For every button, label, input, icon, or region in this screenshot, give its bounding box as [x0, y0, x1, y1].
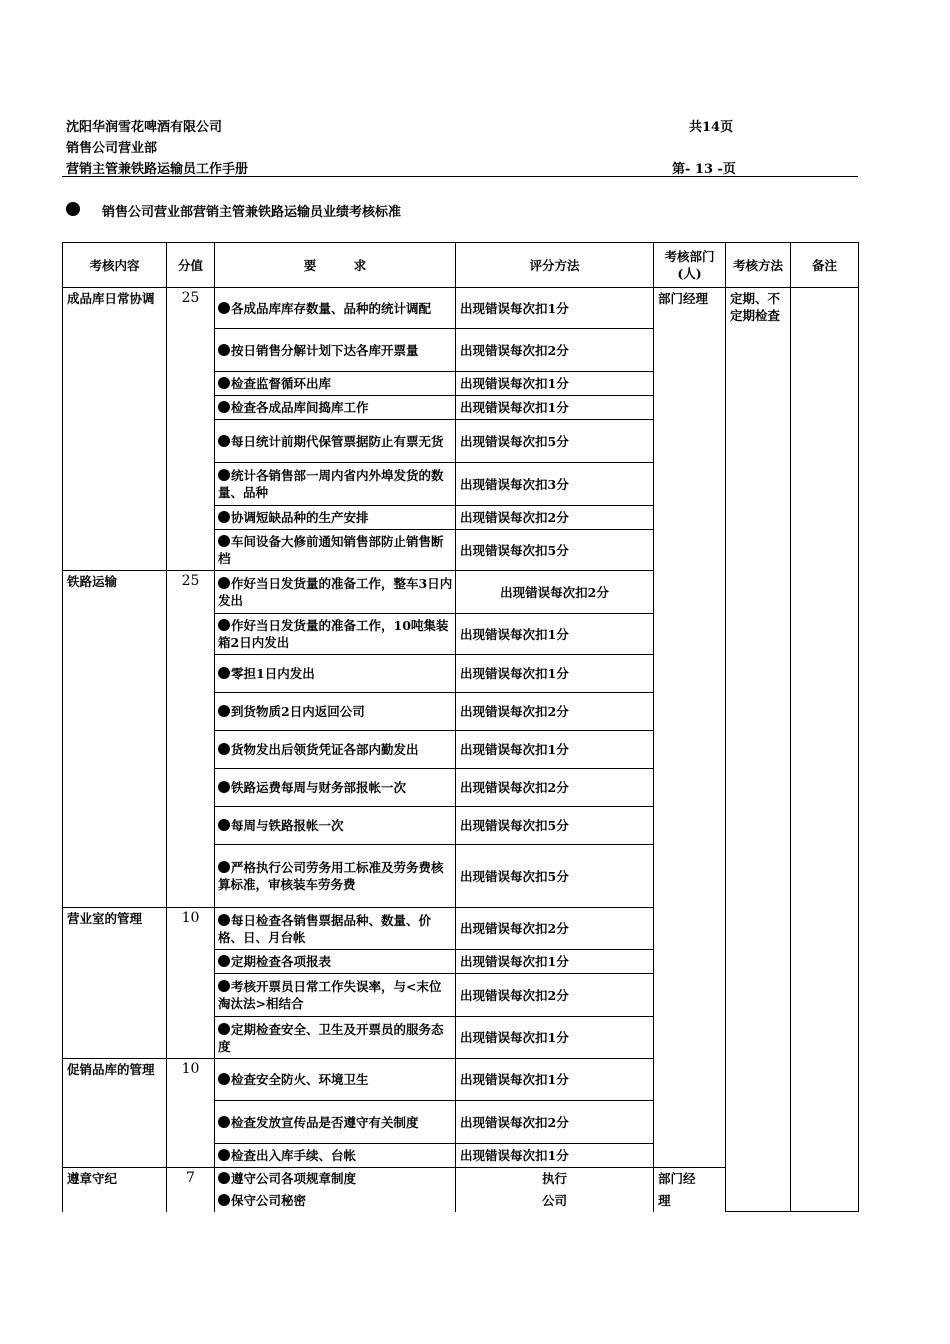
bullet-icon	[218, 1116, 230, 1128]
method-cell	[456, 1168, 654, 1212]
requirement-cell	[215, 693, 456, 731]
requirement-cell	[215, 655, 456, 693]
method-cell: 出现错误每次扣1分	[456, 1059, 654, 1101]
dept-line: 部门经	[658, 1171, 696, 1186]
assessment-table	[62, 242, 859, 1212]
requirement-text: 检查出入库手续、台帐	[231, 1148, 357, 1163]
requirement-cell	[215, 1059, 456, 1101]
method-cell: 出现错误每次扣1分	[456, 655, 654, 693]
score-cell: 10	[167, 1059, 215, 1168]
requirement-cell	[215, 950, 456, 974]
requirement-text: 检查监督循环出库	[231, 376, 332, 391]
bullet-icon	[218, 1023, 230, 1035]
requirement-cell	[215, 908, 456, 950]
requirement-cell	[215, 1168, 456, 1212]
header-way: 考核方法	[726, 243, 791, 288]
way-cell: 定期、不定期检查	[726, 288, 791, 1212]
bullet-icon	[218, 377, 230, 389]
method-cell: 出现错误每次扣1分	[456, 614, 654, 655]
requirement-line	[218, 1170, 453, 1187]
requirement-cell	[215, 372, 456, 396]
requirement-text: 车间设备大修前通知销售部防止销售断档	[218, 534, 444, 566]
bullet-icon	[218, 401, 230, 413]
requirement-text: 检查发放宣传品是否遵守有关制度	[231, 1114, 419, 1130]
requirement-cell	[215, 845, 456, 908]
bullet-icon	[218, 577, 230, 589]
header-requirement: 要 求	[215, 243, 456, 288]
requirement-text: 检查各成品库间捣库工作	[231, 400, 369, 415]
content-cell: 促销品库的管理	[63, 1059, 167, 1168]
bullet-icon	[218, 781, 230, 793]
method-cell: 出现错误每次扣5分	[456, 530, 654, 571]
method-cell: 出现错误每次扣2分	[456, 506, 654, 530]
bullet-icon	[218, 619, 230, 631]
bullet-icon	[218, 511, 230, 523]
requirement-cell	[215, 769, 456, 807]
requirement-text: 统计各销售部一周内省内外埠发货的数量、品种	[218, 468, 444, 500]
company-name: 沈阳华润雪花啤酒有限公司	[66, 120, 223, 135]
requirement-cell	[215, 329, 456, 372]
requirement-text: 保守公司秘密	[231, 1193, 307, 1209]
method-cell: 出现错误每次扣1分	[456, 731, 654, 769]
method-cell: 出现错误每次扣1分	[456, 1144, 654, 1168]
requirement-text: 铁路运费每周与财务部报帐一次	[231, 780, 407, 795]
bullet-icon	[66, 202, 80, 216]
bullet-icon	[218, 344, 230, 356]
requirement-text: 每日统计前期代保管票据防止有票无货	[231, 433, 444, 449]
requirement-text: 货物发出后领货凭证各部内勤发出	[231, 742, 419, 757]
bullet-icon	[218, 861, 230, 873]
department-name: 销售公司营业部	[66, 141, 158, 156]
manual-title: 营销主管兼铁路运输员工作手册	[66, 162, 249, 177]
method-cell: 出现错误每次扣5分	[456, 845, 654, 908]
requirement-cell	[215, 571, 456, 614]
requirement-cell	[215, 614, 456, 655]
method-cell: 出现错误每次扣1分	[456, 288, 654, 329]
requirement-text: 严格执行公司劳务用工标准及劳务费核算标准，审核装车劳务费	[218, 860, 444, 892]
bullet-icon	[218, 1073, 230, 1085]
bullet-icon	[218, 743, 230, 755]
requirement-cell	[215, 420, 456, 463]
bullet-icon	[218, 469, 230, 481]
method-cell: 出现错误每次扣1分	[456, 372, 654, 396]
dept-cell: 部门经理	[654, 288, 726, 1168]
table-header-row	[63, 243, 859, 288]
requirement-cell	[215, 731, 456, 769]
content-cell: 成品库日常协调	[63, 288, 167, 571]
requirement-text: 遵守公司各项规章制度	[231, 1171, 357, 1187]
header-content: 考核内容	[63, 243, 167, 288]
bullet-icon	[218, 705, 230, 717]
requirement-cell	[215, 396, 456, 420]
content-cell: 营业室的管理	[63, 908, 167, 1059]
method-line: 执行	[541, 1171, 567, 1187]
content-cell: 铁路运输	[63, 571, 167, 908]
bullet-icon	[218, 980, 230, 992]
page-number: 第- 13 -页	[672, 162, 736, 177]
method-cell: 出现错误每次扣2分	[456, 1101, 654, 1144]
bullet-icon	[218, 1194, 230, 1206]
method-cell: 出现错误每次扣2分	[456, 908, 654, 950]
bullet-icon	[218, 667, 230, 679]
bullet-icon	[218, 535, 230, 547]
requirement-text: 作好当日发货量的准备工作，10吨集装箱2日内发出	[218, 618, 449, 650]
bullet-icon	[218, 435, 230, 447]
requirement-line	[218, 1192, 453, 1209]
requirement-cell	[215, 1101, 456, 1144]
content-cell: 遵章守纪	[63, 1168, 167, 1212]
bullet-icon	[218, 819, 230, 831]
bullet-icon	[218, 955, 230, 967]
score-cell: 7	[167, 1168, 215, 1212]
requirement-cell	[215, 1017, 456, 1059]
requirement-text: 定期检查安全、卫生及开票员的服务态度	[218, 1021, 444, 1054]
method-cell: 出现错误每次扣3分	[456, 463, 654, 506]
requirement-text: 考核开票员日常工作失误率，与<末位淘汰法>相结合	[218, 979, 442, 1011]
bullet-icon	[218, 302, 230, 314]
requirement-text: 每周与铁路报帐一次	[231, 818, 344, 833]
method-cell: 出现错误每次扣2分	[456, 329, 654, 372]
score-cell: 25	[167, 288, 215, 571]
requirement-text: 各成品库库存数量、品种的统计调配	[231, 300, 432, 316]
requirement-text: 零担1日内发出	[231, 666, 315, 681]
method-cell: 出现错误每次扣2分	[456, 571, 654, 614]
requirement-text: 检查安全防火、环境卫生	[231, 1072, 369, 1087]
dept-line: 理	[658, 1193, 671, 1208]
requirement-cell	[215, 807, 456, 845]
requirement-cell	[215, 530, 456, 571]
requirement-text: 协调短缺品种的生产安排	[231, 510, 369, 525]
requirement-text: 每日检查各销售票据品种、数量、价格、日、月台帐	[218, 912, 432, 945]
requirement-cell	[215, 463, 456, 506]
method-cell: 出现错误每次扣2分	[456, 693, 654, 731]
method-cell: 出现错误每次扣1分	[456, 1017, 654, 1059]
header-score: 分值	[167, 243, 215, 288]
method-cell: 出现错误每次扣2分	[456, 769, 654, 807]
requirement-text: 定期检查各项报表	[231, 954, 332, 969]
method-cell: 出现错误每次扣2分	[456, 974, 654, 1017]
requirement-cell	[215, 974, 456, 1017]
note-cell	[791, 288, 859, 1212]
dept-cell	[654, 1168, 726, 1212]
header-dept: 考核部门(人)	[654, 243, 726, 288]
requirement-cell	[215, 506, 456, 530]
requirement-cell	[215, 1144, 456, 1168]
method-cell: 出现错误每次扣5分	[456, 807, 654, 845]
header-note: 备注	[791, 243, 859, 288]
method-line: 公司	[541, 1193, 567, 1209]
method-cell: 出现错误每次扣1分	[456, 396, 654, 420]
requirement-cell	[215, 288, 456, 329]
requirement-text: 到货物质2日内返回公司	[231, 704, 365, 719]
requirement-text: 作好当日发货量的准备工作，整车3日内发出	[218, 576, 453, 608]
bullet-icon	[218, 1172, 230, 1184]
header-rule	[62, 176, 858, 177]
requirement-text: 按日销售分解计划下达各库开票量	[231, 342, 419, 358]
section-title: 销售公司营业部营销主管兼铁路运输员业绩考核标准	[102, 205, 402, 220]
table-row	[63, 288, 859, 329]
bullet-icon	[218, 1149, 230, 1161]
bullet-icon	[218, 914, 230, 926]
method-cell: 出现错误每次扣1分	[456, 950, 654, 974]
header-method: 评分方法	[456, 243, 654, 288]
score-cell: 25	[167, 571, 215, 908]
method-cell: 出现错误每次扣5分	[456, 420, 654, 463]
score-cell: 10	[167, 908, 215, 1059]
total-pages: 共14页	[689, 120, 734, 135]
